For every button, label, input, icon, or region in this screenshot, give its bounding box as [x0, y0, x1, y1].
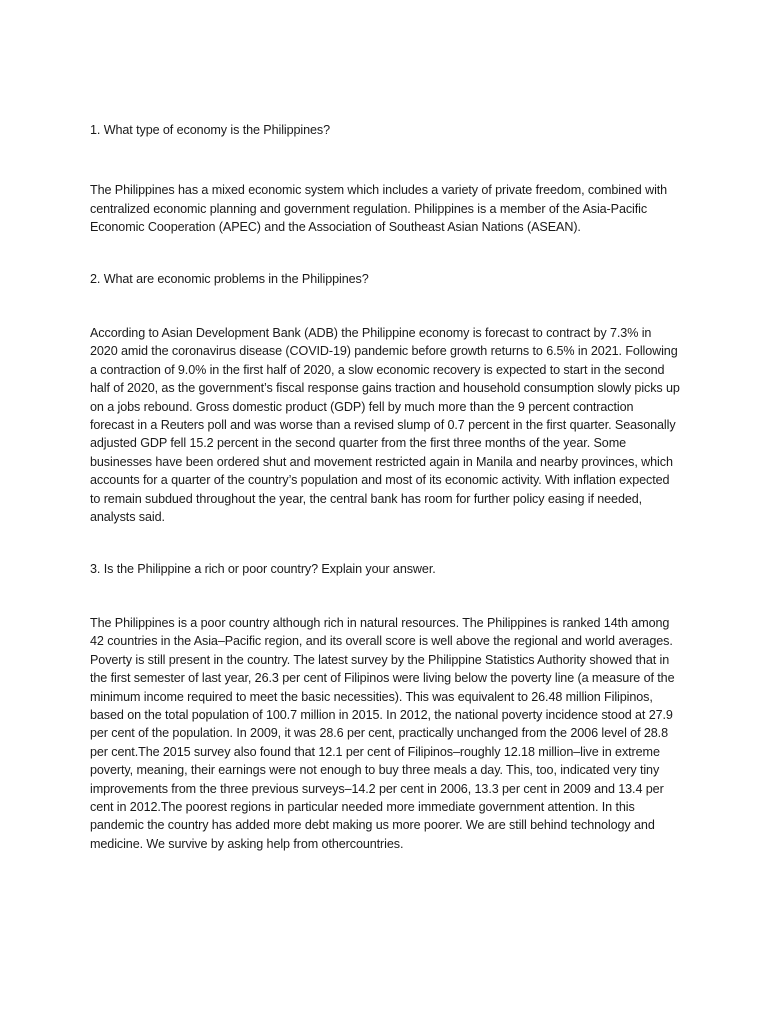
answer-3: The Philippines is a poor country although rich in natural resources. The Philippines is ranked 14th among 42 countries in the Asia–Pacific region, and its overall score is well above the regional and world averages. Poverty is still present in the country. The latest survey by the Philippine Statistics Authority showed that in the first semester of last year, 26.3 per cent of Filipinos were living below the poverty line (a measure of the minimum income required to meet the basic necessities). This was equivalent to 26.48 million Filipinos, based on the total population of 100.7 million in 2015. In 2012, the national poverty incidence stood at 27.9 per cent of the population. In 2009, it was 28.6 per cent, practically unchanged from the 2006 level of 28.8 per cent.The 2015 survey also found that 12.1 per cent of Filipinos–roughly 12.18 million–live in extreme poverty, meaning, their earnings were not enough to buy three meals a day. This, too, indicated very tiny improvements from the three previous surveys–14.2 per cent in 2006, 13.3 per cent in 2009 and 13.4 per cent in 2012.The poorest regions in particular needed more immediate government attention. In this pandemic the country has added more debt making us more poorer. We are still behind technology and medicine. We survive by asking help from othercountries. — [90, 615, 675, 851]
question-3: 3. Is the Philippine a rich or poor country? Explain your answer. — [90, 561, 436, 576]
answer-1: The Philippines has a mixed economic system which includes a variety of private freedom, combined with centralized economic planning and government regulation. Philippines is a member of the Asia-Pacific Economic Cooperation (APEC) and the Association of Southeast Asian Nations (ASEAN). — [90, 183, 668, 235]
question-2: 2. What are economic problems in the Philippines? — [90, 271, 369, 286]
document-page — [90, 121, 680, 853]
question-1: 1. What type of economy is the Philippines? — [90, 123, 331, 137]
answer-2: According to Asian Development Bank (ADB) the Philippine economy is forecast to contract by 7.3% in 2020 amid the coronavirus disease (COVID-19) pandemic before growth returns to 6.5% in 2021. Following a contraction of 9.0% in the first half of 2020, a slow economic recovery is expected to start in the second half of 2020, as the government’s fiscal response gains traction and household consumption slowly picks up on a jobs rebound. Gross domestic product (GDP) fell by much more than the 9 percent contraction forecast in a Reuters poll and was worse than a revised slump of 0.7 percent in the first quarter. Seasonally adjusted GDP fell 15.2 percent in the second quarter from the first three months of the year. Some businesses have been ordered shut and movement restricted again in Manila and nearby provinces, which accounts for a quarter of the country’s population and most of its economic activity. With inflation expected to remain subdued throughout the year, the central bank has room for further policy easing if needed, analysts said. — [90, 326, 680, 525]
